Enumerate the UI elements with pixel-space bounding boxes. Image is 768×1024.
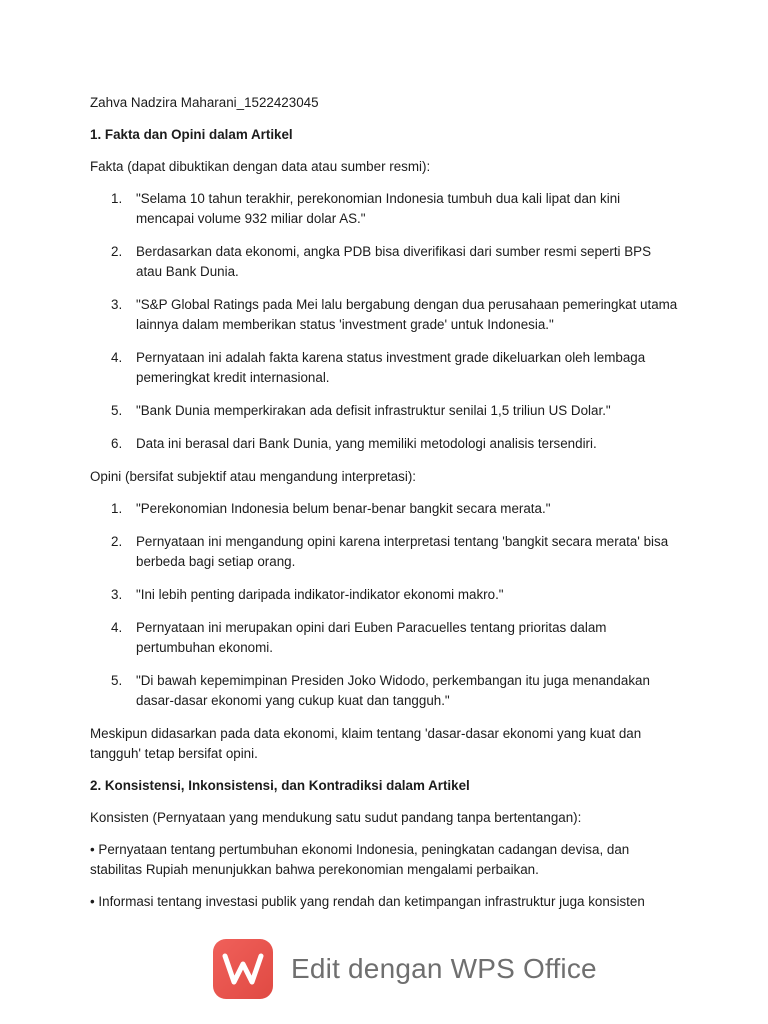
list-number: 6. [111,436,123,451]
list-item [90,434,680,454]
section1-heading: 1. Fakta dan Opini dalam Artikel [90,127,293,142]
list-item [90,618,680,658]
list-number: 2. [111,244,123,259]
list-text: Data ini berasal dari Bank Dunia, yang memiliki metodologi analisis tersendiri. [136,436,597,451]
wps-banner-text[interactable]: Edit dengan WPS Office [291,953,597,984]
list-item [90,242,680,282]
konsisten-intro: Konsisten (Pernyataan yang mendukung satu sudut pandang tanpa bertentangan): [90,810,582,825]
list-item [90,295,680,335]
fakta-intro: Fakta (dapat dibuktikan dengan data atau sumber resmi): [90,159,431,174]
list-text: "Ini lebih penting daripada indikator-indikator ekonomi makro." [136,587,504,602]
wps-edit-banner[interactable] [213,938,597,1000]
bullet-item: • Pernyataan tentang pertumbuhan ekonomi Indonesia, peningkatan cadangan devisa, dan stabilitas Rupiah menunjukkan bahwa perekonomian mengalami perbaikan. [90,842,630,877]
list-item [90,499,680,519]
opini-intro: Opini (bersifat subjektif atau mengandung interpretasi): [90,469,417,484]
document-body [90,93,680,924]
list-text: Berdasarkan data ekonomi, angka PDB bisa diverifikasi dari sumber resmi seperti BPS atau Bank Dunia. [136,244,652,279]
list-text: "Selama 10 tahun terakhir, perekonomian Indonesia tumbuh dua kali lipat dan kini mencapai volume 932 miliar dolar AS." [136,191,621,226]
list-number: 5. [111,673,123,688]
bullet-item: • Informasi tentang investasi publik yang rendah dan ketimpangan infrastruktur juga konsisten [90,894,645,909]
list-number: 2. [111,534,123,549]
list-item [90,585,680,605]
list-item [90,532,680,572]
list-item [90,671,680,711]
author-line: Zahva Nadzira Maharani_1522423045 [90,95,319,110]
list-item [90,401,680,421]
list-item [90,189,680,229]
list-number: 4. [111,350,123,365]
opini-list [90,499,680,711]
list-text: Pernyataan ini adalah fakta karena status investment grade dikeluarkan oleh lembaga pemeringkat kredit internasional. [136,350,646,385]
section2-heading: 2. Konsistensi, Inkonsistensi, dan Kontradiksi dalam Artikel [90,778,470,793]
list-number: 4. [111,620,123,635]
fakta-list [90,189,680,454]
list-number: 1. [111,191,123,206]
opini-conclusion: Meskipun didasarkan pada data ekonomi, klaim tentang 'dasar-dasar ekonomi yang kuat dan tangguh' tetap bersifat opini. [90,726,642,761]
list-number: 3. [111,587,123,602]
list-number: 5. [111,403,123,418]
list-text: Pernyataan ini mengandung opini karena interpretasi tentang 'bangkit secara merata' bisa berbeda bagi setiap orang. [136,534,669,569]
list-text: "Perekonomian Indonesia belum benar-benar bangkit secara merata." [136,501,551,516]
wps-logo-icon[interactable] [213,939,273,999]
list-number: 3. [111,297,123,312]
list-text: Pernyataan ini merupakan opini dari Euben Paracuelles tentang prioritas dalam pertumbuhan ekonomi. [136,620,607,655]
list-number: 1. [111,501,123,516]
list-text: "S&P Global Ratings pada Mei lalu bergabung dengan dua perusahaan pemeringkat utama lainnya dalam memberikan status 'investment grade' untuk Indonesia." [136,297,678,332]
list-text: "Di bawah kepemimpinan Presiden Joko Widodo, perkembangan itu juga menandakan dasar-dasar ekonomi yang cukup kuat dan tangguh." [136,673,650,708]
list-text: "Bank Dunia memperkirakan ada defisit infrastruktur senilai 1,5 triliun US Dolar." [136,403,611,418]
list-item [90,348,680,388]
wps-w-glyph-icon [222,952,264,986]
